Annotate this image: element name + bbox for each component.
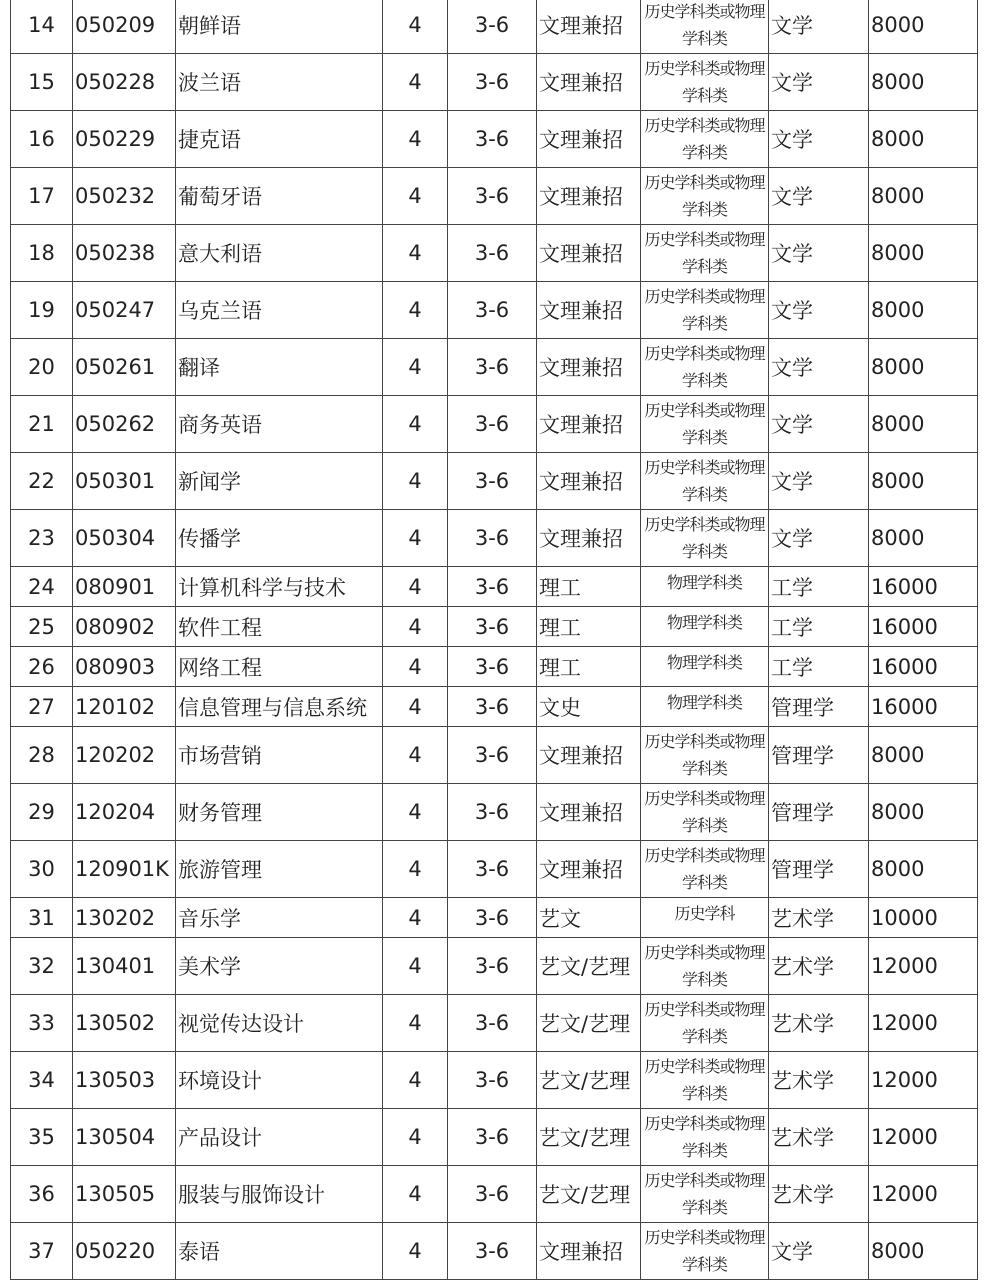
row-number-cell: 28 (11, 727, 73, 784)
enrollment-type-cell: 文理兼招 (537, 111, 641, 168)
table-row (11, 282, 978, 339)
tuition-fee-cell: 8000 (869, 0, 978, 54)
study-years-cell: 3-6 (448, 898, 537, 938)
table-row (11, 0, 978, 54)
row-number-cell: 32 (11, 938, 73, 995)
major-name-cell: 美术学 (176, 938, 383, 995)
major-name-cell: 财务管理 (176, 784, 383, 841)
study-years-cell: 3-6 (448, 339, 537, 396)
table-row (11, 567, 978, 607)
discipline-category-cell: 文学 (769, 54, 869, 111)
discipline-category-cell: 文学 (769, 282, 869, 339)
major-name-cell: 朝鲜语 (176, 0, 383, 54)
duration-cell: 4 (383, 168, 448, 225)
major-name-cell: 旅游管理 (176, 841, 383, 898)
subject-requirement-cell: 历史学科类或物理学科类 (641, 168, 769, 225)
subject-requirement-cell: 历史学科类或物理学科类 (641, 510, 769, 567)
table-row (11, 54, 978, 111)
tuition-fee-cell: 16000 (869, 607, 978, 647)
discipline-category-cell: 艺术学 (769, 1109, 869, 1166)
major-name-cell: 商务英语 (176, 396, 383, 453)
subject-requirement-cell: 历史学科类或物理学科类 (641, 0, 769, 54)
discipline-category-cell: 艺术学 (769, 1052, 869, 1109)
duration-cell: 4 (383, 54, 448, 111)
tuition-fee-cell: 8000 (869, 168, 978, 225)
discipline-category-cell: 艺术学 (769, 1166, 869, 1223)
discipline-category-cell: 管理学 (769, 727, 869, 784)
row-number-cell: 19 (11, 282, 73, 339)
table-row (11, 1052, 978, 1109)
study-years-cell: 3-6 (448, 1109, 537, 1166)
row-number-cell: 25 (11, 607, 73, 647)
major-name-cell: 乌克兰语 (176, 282, 383, 339)
duration-cell: 4 (383, 727, 448, 784)
tuition-fee-cell: 8000 (869, 339, 978, 396)
major-code-cell: 050229 (73, 111, 176, 168)
major-name-cell: 市场营销 (176, 727, 383, 784)
duration-cell: 4 (383, 607, 448, 647)
tuition-fee-cell: 8000 (869, 396, 978, 453)
discipline-category-cell: 工学 (769, 607, 869, 647)
row-number-cell: 34 (11, 1052, 73, 1109)
study-years-cell: 3-6 (448, 727, 537, 784)
table-row (11, 938, 978, 995)
duration-cell: 4 (383, 1166, 448, 1223)
row-number-cell: 26 (11, 647, 73, 687)
enrollment-type-cell: 艺文/艺理 (537, 1052, 641, 1109)
tuition-fee-cell: 8000 (869, 54, 978, 111)
study-years-cell: 3-6 (448, 1223, 537, 1280)
subject-requirement-cell: 历史学科类或物理学科类 (641, 111, 769, 168)
table-row (11, 111, 978, 168)
enrollment-type-cell: 理工 (537, 567, 641, 607)
table-row (11, 339, 978, 396)
major-name-cell: 音乐学 (176, 898, 383, 938)
row-number-cell: 14 (11, 0, 73, 54)
study-years-cell: 3-6 (448, 282, 537, 339)
table-row (11, 453, 978, 510)
subject-requirement-cell: 物理学科类 (641, 687, 769, 727)
majors-table (10, 0, 978, 1280)
subject-requirement-cell: 历史学科类或物理学科类 (641, 938, 769, 995)
table-row (11, 841, 978, 898)
major-name-cell: 泰语 (176, 1223, 383, 1280)
enrollment-type-cell: 文理兼招 (537, 339, 641, 396)
major-name-cell: 产品设计 (176, 1109, 383, 1166)
subject-requirement-cell: 历史学科类或物理学科类 (641, 1223, 769, 1280)
subject-requirement-cell: 历史学科类或物理学科类 (641, 396, 769, 453)
table-body (11, 0, 978, 1280)
table-row (11, 168, 978, 225)
duration-cell: 4 (383, 339, 448, 396)
duration-cell: 4 (383, 1223, 448, 1280)
major-code-cell: 050220 (73, 1223, 176, 1280)
major-code-cell: 050228 (73, 54, 176, 111)
tuition-fee-cell: 8000 (869, 727, 978, 784)
duration-cell: 4 (383, 282, 448, 339)
study-years-cell: 3-6 (448, 54, 537, 111)
major-code-cell: 120901K (73, 841, 176, 898)
major-name-cell: 新闻学 (176, 453, 383, 510)
tuition-fee-cell: 16000 (869, 567, 978, 607)
subject-requirement-cell: 物理学科类 (641, 647, 769, 687)
duration-cell: 4 (383, 1109, 448, 1166)
row-number-cell: 29 (11, 784, 73, 841)
major-name-cell: 计算机科学与技术 (176, 567, 383, 607)
subject-requirement-cell: 历史学科类或物理学科类 (641, 841, 769, 898)
major-code-cell: 050262 (73, 396, 176, 453)
study-years-cell: 3-6 (448, 841, 537, 898)
tuition-fee-cell: 8000 (869, 282, 978, 339)
duration-cell: 4 (383, 0, 448, 54)
duration-cell: 4 (383, 225, 448, 282)
row-number-cell: 27 (11, 687, 73, 727)
duration-cell: 4 (383, 898, 448, 938)
tuition-fee-cell: 12000 (869, 1109, 978, 1166)
tuition-fee-cell: 16000 (869, 647, 978, 687)
major-name-cell: 信息管理与信息系统 (176, 687, 383, 727)
tuition-fee-cell: 12000 (869, 995, 978, 1052)
major-code-cell: 130202 (73, 898, 176, 938)
subject-requirement-cell: 历史学科类或物理学科类 (641, 225, 769, 282)
enrollment-type-cell: 文理兼招 (537, 453, 641, 510)
major-code-cell: 050261 (73, 339, 176, 396)
major-code-cell: 050238 (73, 225, 176, 282)
enrollment-type-cell: 艺文/艺理 (537, 995, 641, 1052)
duration-cell: 4 (383, 111, 448, 168)
major-code-cell: 120102 (73, 687, 176, 727)
table-row (11, 647, 978, 687)
study-years-cell: 3-6 (448, 784, 537, 841)
enrollment-type-cell: 艺文 (537, 898, 641, 938)
enrollment-type-cell: 文理兼招 (537, 841, 641, 898)
tuition-fee-cell: 8000 (869, 1223, 978, 1280)
major-code-cell: 080902 (73, 607, 176, 647)
study-years-cell: 3-6 (448, 607, 537, 647)
discipline-category-cell: 文学 (769, 0, 869, 54)
table-row (11, 898, 978, 938)
enrollment-type-cell: 文理兼招 (537, 54, 641, 111)
study-years-cell: 3-6 (448, 225, 537, 282)
major-code-cell: 050209 (73, 0, 176, 54)
tuition-fee-cell: 8000 (869, 225, 978, 282)
enrollment-type-cell: 理工 (537, 607, 641, 647)
enrollment-type-cell: 艺文/艺理 (537, 1166, 641, 1223)
duration-cell: 4 (383, 784, 448, 841)
major-code-cell: 130503 (73, 1052, 176, 1109)
tuition-fee-cell: 16000 (869, 687, 978, 727)
major-code-cell: 130401 (73, 938, 176, 995)
major-name-cell: 传播学 (176, 510, 383, 567)
major-code-cell: 050301 (73, 453, 176, 510)
study-years-cell: 3-6 (448, 938, 537, 995)
enrollment-type-cell: 文理兼招 (537, 282, 641, 339)
row-number-cell: 16 (11, 111, 73, 168)
subject-requirement-cell: 历史学科类或物理学科类 (641, 1166, 769, 1223)
discipline-category-cell: 文学 (769, 510, 869, 567)
subject-requirement-cell: 历史学科 (641, 898, 769, 938)
duration-cell: 4 (383, 567, 448, 607)
study-years-cell: 3-6 (448, 687, 537, 727)
duration-cell: 4 (383, 647, 448, 687)
duration-cell: 4 (383, 1052, 448, 1109)
major-name-cell: 软件工程 (176, 607, 383, 647)
subject-requirement-cell: 历史学科类或物理学科类 (641, 1052, 769, 1109)
tuition-fee-cell: 8000 (869, 510, 978, 567)
table-row (11, 1223, 978, 1280)
study-years-cell: 3-6 (448, 396, 537, 453)
discipline-category-cell: 艺术学 (769, 938, 869, 995)
row-number-cell: 31 (11, 898, 73, 938)
discipline-category-cell: 工学 (769, 567, 869, 607)
major-code-cell: 130502 (73, 995, 176, 1052)
enrollment-type-cell: 文理兼招 (537, 727, 641, 784)
study-years-cell: 3-6 (448, 510, 537, 567)
discipline-category-cell: 文学 (769, 453, 869, 510)
enrollment-type-cell: 文理兼招 (537, 510, 641, 567)
row-number-cell: 17 (11, 168, 73, 225)
major-name-cell: 葡萄牙语 (176, 168, 383, 225)
major-name-cell: 翻译 (176, 339, 383, 396)
row-number-cell: 23 (11, 510, 73, 567)
major-name-cell: 服装与服饰设计 (176, 1166, 383, 1223)
major-code-cell: 080901 (73, 567, 176, 607)
table-row (11, 1109, 978, 1166)
row-number-cell: 35 (11, 1109, 73, 1166)
duration-cell: 4 (383, 841, 448, 898)
major-name-cell: 意大利语 (176, 225, 383, 282)
study-years-cell: 3-6 (448, 0, 537, 54)
major-code-cell: 050304 (73, 510, 176, 567)
table-row (11, 510, 978, 567)
table-row (11, 727, 978, 784)
major-code-cell: 130504 (73, 1109, 176, 1166)
discipline-category-cell: 文学 (769, 396, 869, 453)
row-number-cell: 20 (11, 339, 73, 396)
enrollment-type-cell: 文史 (537, 687, 641, 727)
enrollment-type-cell: 理工 (537, 647, 641, 687)
major-name-cell: 捷克语 (176, 111, 383, 168)
tuition-fee-cell: 8000 (869, 453, 978, 510)
major-name-cell: 视觉传达设计 (176, 995, 383, 1052)
study-years-cell: 3-6 (448, 567, 537, 607)
major-code-cell: 050247 (73, 282, 176, 339)
row-number-cell: 15 (11, 54, 73, 111)
table-row (11, 396, 978, 453)
tuition-fee-cell: 8000 (869, 784, 978, 841)
tuition-fee-cell: 12000 (869, 1166, 978, 1223)
table-row (11, 784, 978, 841)
discipline-category-cell: 文学 (769, 1223, 869, 1280)
major-code-cell: 050232 (73, 168, 176, 225)
discipline-category-cell: 文学 (769, 111, 869, 168)
row-number-cell: 36 (11, 1166, 73, 1223)
table-row (11, 225, 978, 282)
subject-requirement-cell: 历史学科类或物理学科类 (641, 995, 769, 1052)
duration-cell: 4 (383, 453, 448, 510)
tuition-fee-cell: 8000 (869, 841, 978, 898)
discipline-category-cell: 文学 (769, 168, 869, 225)
enrollment-type-cell: 文理兼招 (537, 396, 641, 453)
tuition-fee-cell: 12000 (869, 938, 978, 995)
enrollment-type-cell: 艺文/艺理 (537, 1109, 641, 1166)
subject-requirement-cell: 物理学科类 (641, 607, 769, 647)
subject-requirement-cell: 历史学科类或物理学科类 (641, 727, 769, 784)
table-row (11, 1166, 978, 1223)
tuition-fee-cell: 10000 (869, 898, 978, 938)
discipline-category-cell: 管理学 (769, 784, 869, 841)
major-code-cell: 080903 (73, 647, 176, 687)
major-code-cell: 120202 (73, 727, 176, 784)
row-number-cell: 37 (11, 1223, 73, 1280)
subject-requirement-cell: 历史学科类或物理学科类 (641, 339, 769, 396)
enrollment-type-cell: 文理兼招 (537, 784, 641, 841)
subject-requirement-cell: 历史学科类或物理学科类 (641, 54, 769, 111)
study-years-cell: 3-6 (448, 647, 537, 687)
enrollment-type-cell: 文理兼招 (537, 225, 641, 282)
study-years-cell: 3-6 (448, 1166, 537, 1223)
discipline-category-cell: 管理学 (769, 687, 869, 727)
tuition-fee-cell: 8000 (869, 111, 978, 168)
discipline-category-cell: 文学 (769, 339, 869, 396)
study-years-cell: 3-6 (448, 995, 537, 1052)
table-row (11, 687, 978, 727)
duration-cell: 4 (383, 396, 448, 453)
row-number-cell: 21 (11, 396, 73, 453)
major-name-cell: 网络工程 (176, 647, 383, 687)
subject-requirement-cell: 历史学科类或物理学科类 (641, 1109, 769, 1166)
discipline-category-cell: 管理学 (769, 841, 869, 898)
subject-requirement-cell: 历史学科类或物理学科类 (641, 282, 769, 339)
table-row (11, 607, 978, 647)
enrollment-type-cell: 艺文/艺理 (537, 938, 641, 995)
row-number-cell: 24 (11, 567, 73, 607)
study-years-cell: 3-6 (448, 168, 537, 225)
discipline-category-cell: 工学 (769, 647, 869, 687)
study-years-cell: 3-6 (448, 453, 537, 510)
row-number-cell: 30 (11, 841, 73, 898)
row-number-cell: 22 (11, 453, 73, 510)
discipline-category-cell: 艺术学 (769, 995, 869, 1052)
major-code-cell: 120204 (73, 784, 176, 841)
duration-cell: 4 (383, 687, 448, 727)
table-row (11, 995, 978, 1052)
major-code-cell: 130505 (73, 1166, 176, 1223)
enrollment-type-cell: 文理兼招 (537, 1223, 641, 1280)
discipline-category-cell: 艺术学 (769, 898, 869, 938)
enrollment-type-cell: 文理兼招 (537, 0, 641, 54)
row-number-cell: 18 (11, 225, 73, 282)
discipline-category-cell: 文学 (769, 225, 869, 282)
study-years-cell: 3-6 (448, 1052, 537, 1109)
duration-cell: 4 (383, 510, 448, 567)
subject-requirement-cell: 历史学科类或物理学科类 (641, 453, 769, 510)
major-name-cell: 环境设计 (176, 1052, 383, 1109)
duration-cell: 4 (383, 995, 448, 1052)
subject-requirement-cell: 历史学科类或物理学科类 (641, 784, 769, 841)
row-number-cell: 33 (11, 995, 73, 1052)
study-years-cell: 3-6 (448, 111, 537, 168)
subject-requirement-cell: 物理学科类 (641, 567, 769, 607)
enrollment-type-cell: 文理兼招 (537, 168, 641, 225)
tuition-fee-cell: 12000 (869, 1052, 978, 1109)
duration-cell: 4 (383, 938, 448, 995)
major-name-cell: 波兰语 (176, 54, 383, 111)
